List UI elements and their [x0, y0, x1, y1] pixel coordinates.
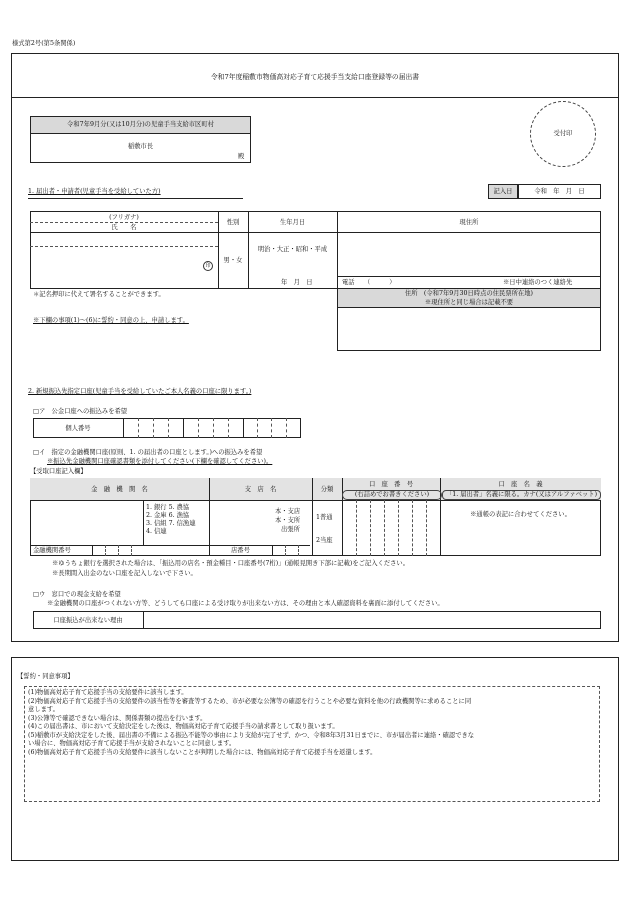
pledge-heading: 【誓約・同意事項】	[17, 673, 74, 680]
bank-type-row[interactable]: 2. 金庫 6. 漁協	[146, 512, 190, 519]
form-title: 令和7年度稲敷市物価高対応子育て応援手当支給口座登録等の届出書	[210, 73, 420, 81]
bank-type-row[interactable]: 3. 信組 7. 信漁連	[146, 520, 196, 527]
honorific: 殿	[238, 153, 245, 160]
mayor-name: 稲敷市長	[127, 143, 154, 150]
class-label: 分類	[320, 486, 334, 493]
branch-code-label: 店番号	[231, 547, 250, 554]
class-type-ordinary[interactable]: 1普通	[316, 514, 333, 521]
pledge-item: (6)物価高対応子育て応援手当の支給要件に該当しないことが判明した場合には、物価高対応子育て応援手当を返還します。	[28, 748, 377, 756]
account-name-note2: ※通帳の表記に合わせてください。	[470, 511, 571, 518]
branch-name-label: 支 店 名	[244, 486, 277, 493]
class-type-current[interactable]: 2当座	[316, 537, 333, 544]
receipt-stamp-label: 受付印	[553, 130, 573, 137]
pledge-items-box	[24, 686, 600, 802]
option-i-bank-account[interactable]: □イ 指定の金融機関口座(原則、1. の届出者の口座とします。)への振込みを希望	[33, 449, 263, 456]
bank-name-label: 金 融 機 関 名	[91, 486, 148, 493]
gender-options[interactable]: 男・女	[223, 257, 243, 264]
pledge-item: (4)この届出書は、市において支給決定をした後は、物価高対応子育て応援手当の請求書として取り扱います。	[28, 723, 339, 730]
gender-label: 性別	[226, 219, 240, 226]
registered-address-label: 住所 (令和7年9月30日時点の住民票所在地)	[405, 290, 533, 297]
pledge-item: (1)物価高対応子育て応援手当の支給要件に該当します。	[28, 689, 188, 696]
account-number-note: (右詰めでお書きください)	[342, 490, 442, 500]
entry-date-value: 令和 年 月 日	[534, 188, 585, 195]
branch-type-item[interactable]: 本・支店	[275, 508, 301, 515]
birth-date-label: 生年月日	[279, 219, 306, 226]
option-u-note: ※金融機関の口座がつくれない方等、どうしても口座による受け取りが出来ない方は、その理由と本人確認資料を裏面に添付してください。	[47, 600, 444, 607]
individual-number-label: 個人番号	[65, 425, 91, 432]
account-name-label: 口 座 名 義	[498, 481, 543, 488]
section1-heading: 1. 届出者・申請者(児童手当を受給していた方)	[28, 188, 161, 195]
entry-date-label: 記入日	[493, 188, 513, 195]
daytime-contact-note: ※日中連絡のつく連絡先	[503, 279, 573, 286]
birth-eras[interactable]: 明治・大正・昭和・平成	[257, 246, 328, 253]
pledge-note: ※下欄の事項(1)～(6)に誓約・同意の上、申請します。	[33, 317, 189, 324]
option-a-public-account[interactable]: □ア 公金口座への振込みを希望	[33, 408, 128, 415]
furigana-label: (フリガナ)	[109, 214, 139, 221]
birth-ymd: 年 月 日	[281, 279, 313, 286]
pledge-item: (5)稲敷市が支給決定をした後、届出書の不備による振込不能等の事由により支給が完了せず、かつ、令和8年3月31日までに、市が届出者に連絡・確認できな	[28, 731, 475, 739]
account-name-note: 「1. 届出者」名義に限る。カナ(又はアルファベット)	[442, 490, 601, 500]
signature-note: ＊記名押印に代えて署名することができます。	[33, 291, 165, 298]
reason-input[interactable]	[144, 612, 600, 628]
name-label: 氏 名	[111, 224, 137, 231]
pledge-item: (3)公簿等で確認できない場合は、関係書類の提出を行います。	[28, 714, 207, 722]
same-address-note: ※現住所と同じ場合は記載不要	[424, 299, 514, 306]
option-i-note: ※振込先金融機関口座確認書類を添付してください(下欄を確認してください)。	[47, 458, 273, 465]
yucho-note: ※ゆうちょ銀行を選択された場合は、「振込用の店名・預金種目・口座番号(7桁)」(通帳見開き下部に記載)をご記入ください。	[52, 560, 410, 567]
form-number-label: 様式第2号(第5条関係)	[12, 40, 76, 47]
bank-code-label: 金融機関番号	[33, 547, 71, 554]
pledge-item: い場合に、物価高対応子育て応援手当が支給されないことに同意します。	[28, 740, 236, 747]
reason-label: 口座振込が出来ない理由	[53, 617, 123, 624]
municipality-header-text: 令和7年9月分(又は10月分)の児童手当支給市区町村	[67, 121, 214, 128]
address-label: 現住所	[459, 219, 479, 226]
inactive-account-note: ※長期間入出金のない口座を記入しないで下さい。	[52, 570, 197, 577]
branch-type-item[interactable]: 本・支所	[275, 517, 301, 524]
pledge-item: (2)物価高対応子育て応援手当の支給要件の該当性等を審査等するため、市が必要な公簿等の確認を行うことや必要な資料を他の行政機関等に求めることに同	[28, 697, 472, 705]
receiving-account-label: 【受取口座記入欄】	[30, 468, 87, 475]
option-u-cash[interactable]: □ウ 窓口での現金支給を希望	[33, 591, 121, 598]
seal-mark: 印	[203, 261, 213, 271]
bank-type-row[interactable]: 4. 信連	[146, 528, 167, 535]
registered-address-field[interactable]	[337, 307, 601, 351]
phone-label: 電話 （ ）	[342, 279, 396, 286]
bank-type-row[interactable]: 1. 銀行 5. 農協	[146, 504, 190, 511]
section2-heading: 2. 新規振込先指定口座(児童手当を受給していたご本人名義の口座に限ります。)	[28, 388, 252, 395]
branch-type-item[interactable]: 出張所	[281, 526, 300, 533]
account-number-label: 口 座 番 号	[368, 481, 414, 488]
pledge-item: 意します。	[28, 706, 59, 713]
